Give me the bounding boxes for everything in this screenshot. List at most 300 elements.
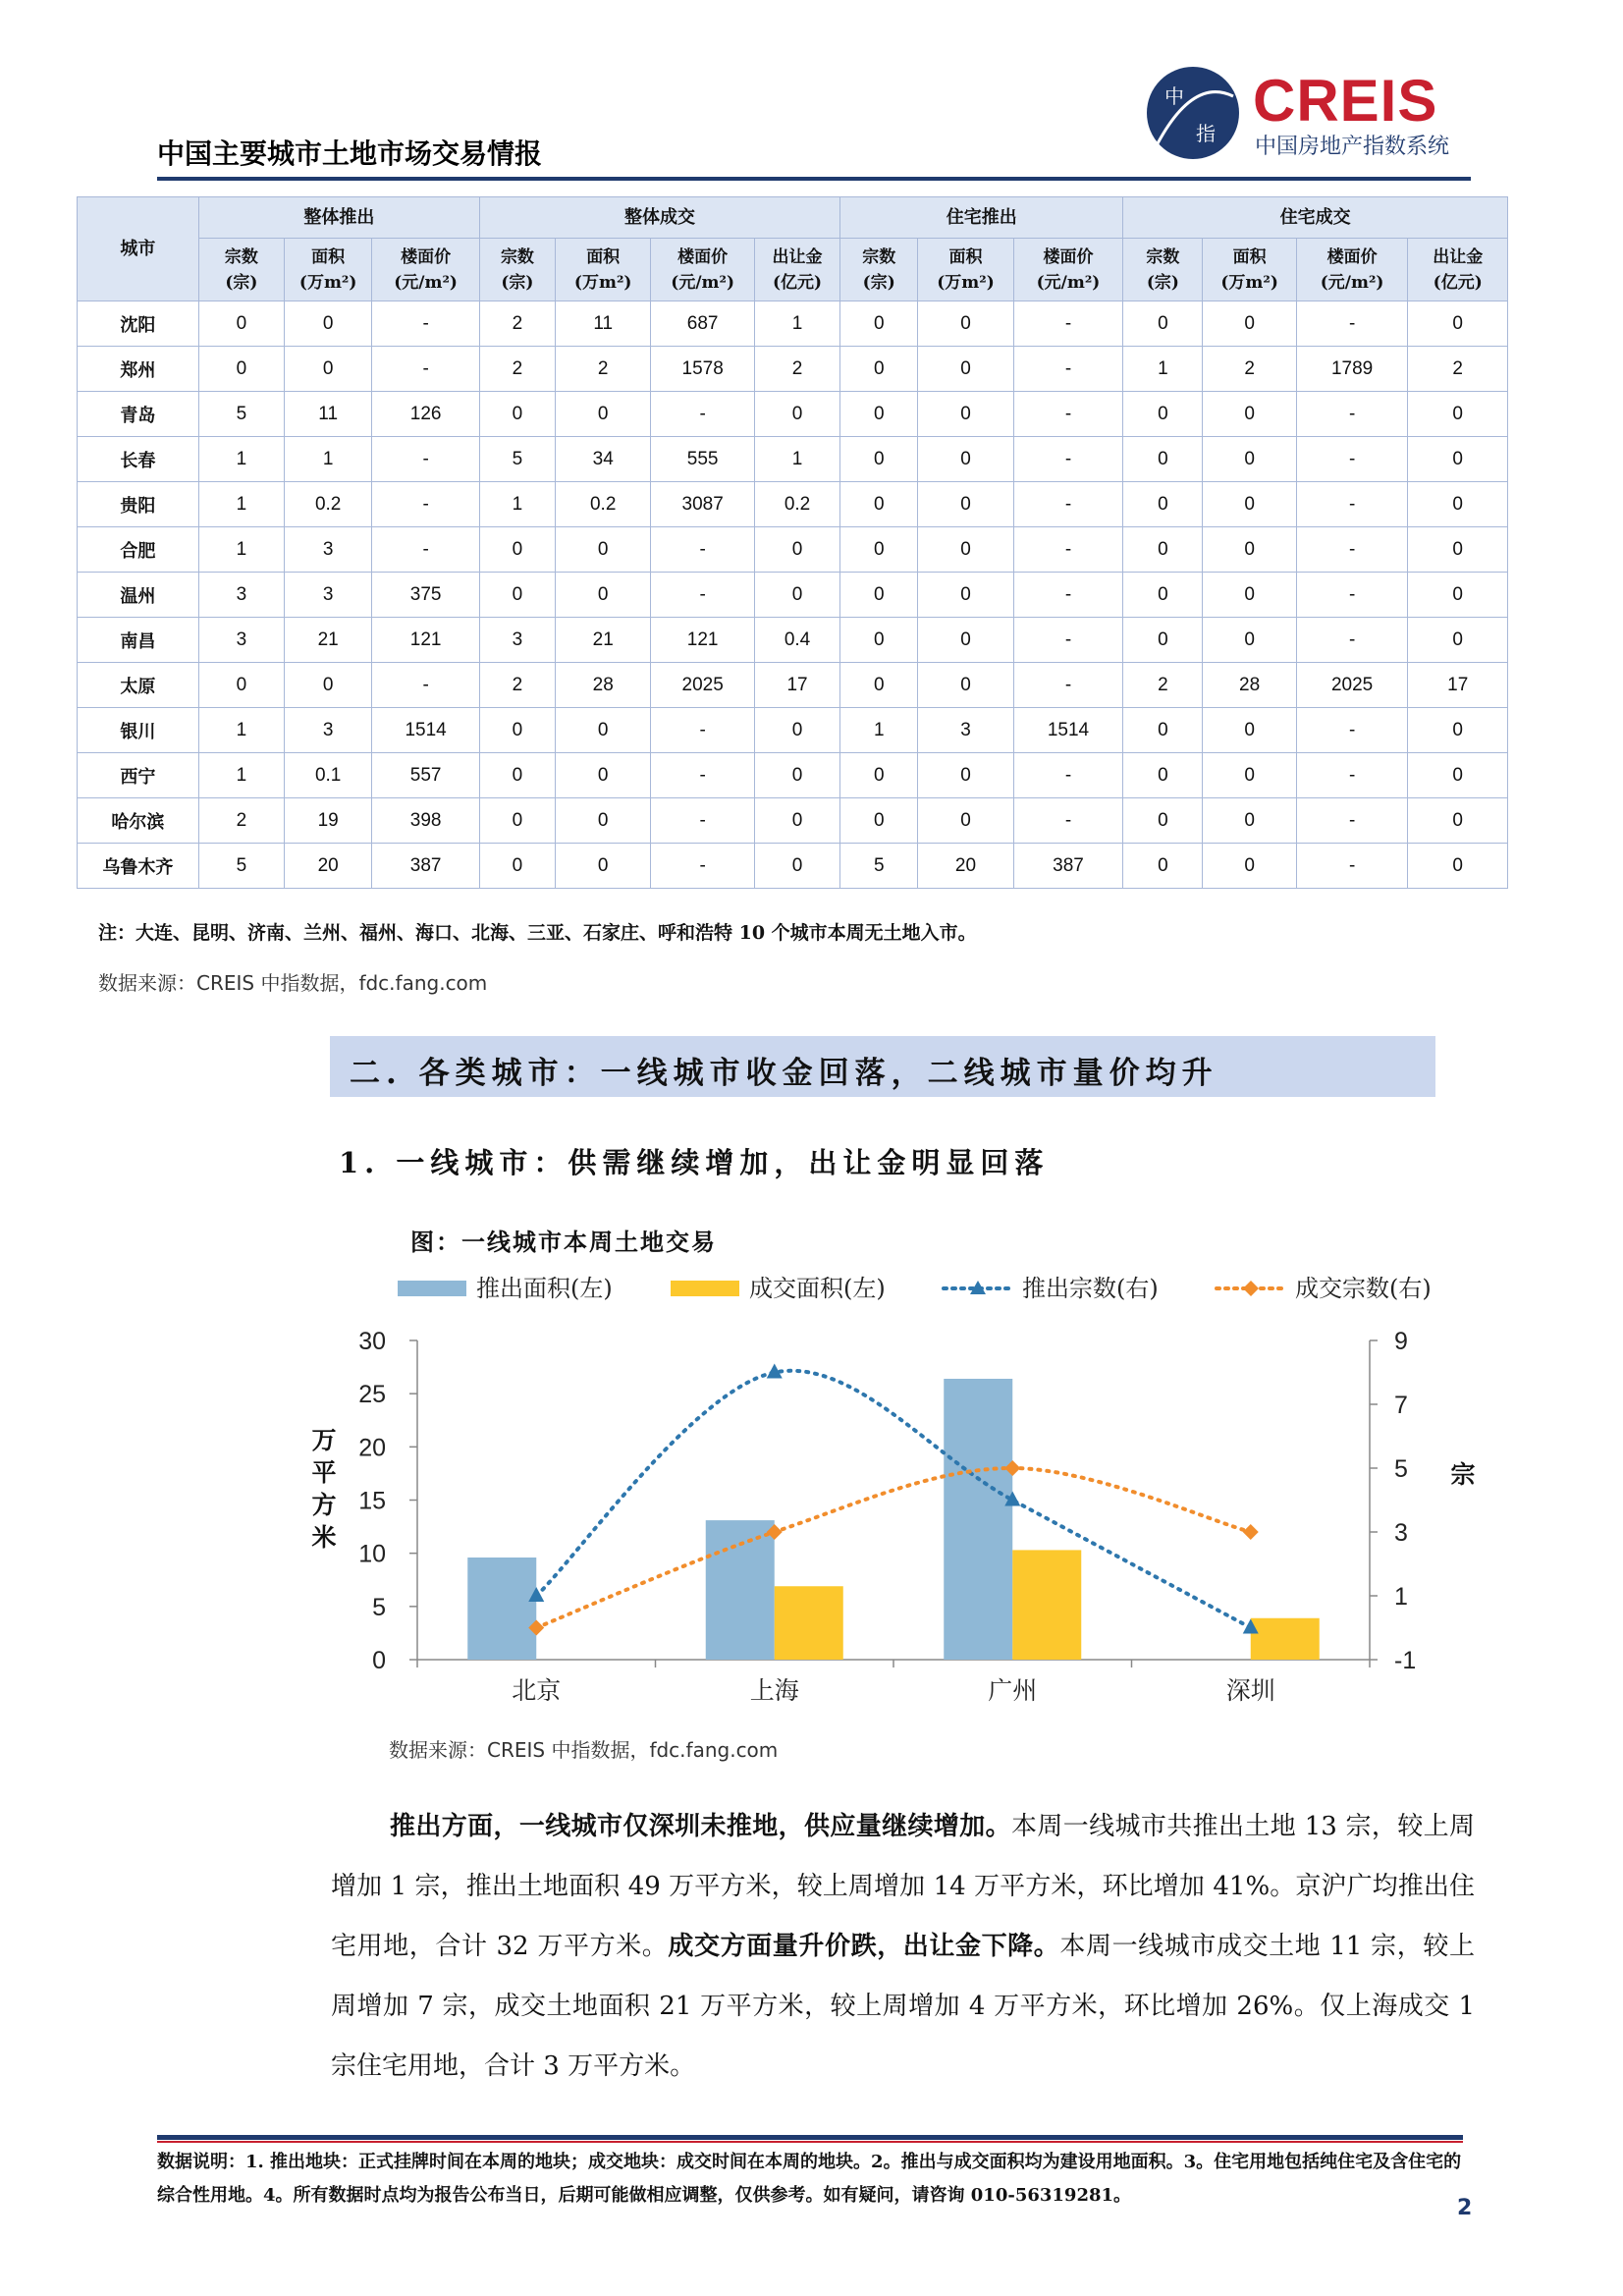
table-cell: - (372, 482, 480, 527)
sub-header-label: 面积 (311, 246, 346, 267)
sub-header-label: 宗数 (500, 246, 534, 267)
y-left-tick-label: 15 (358, 1487, 386, 1515)
x-tick-label: 上海 (749, 1676, 799, 1705)
legend-label: 成交面积(左) (749, 1275, 886, 1302)
sub-column-header (754, 239, 839, 301)
y-left-axis-label: 方 (311, 1491, 337, 1519)
table-cell: 0 (1123, 437, 1203, 482)
logo-zh-char-2: 指 (1196, 122, 1216, 145)
sub-column-header (1408, 239, 1508, 301)
city-name-cell: 银川 (78, 708, 199, 753)
table-cell: 0 (1123, 708, 1203, 753)
table-cell: - (1296, 618, 1408, 663)
y-left-axis-label: 平 (311, 1458, 337, 1487)
table-cell: 0.4 (754, 618, 839, 663)
sub-column-header (198, 239, 284, 301)
table-cell: 0 (1203, 798, 1296, 844)
para-bold-1: 推出方面，一线城市仅深圳未推地，供应量继续增加。 (390, 1812, 1011, 1841)
table-row (78, 798, 1508, 844)
table-cell: 0 (556, 573, 651, 618)
table-body (78, 301, 1508, 889)
table-cell: 0 (198, 347, 284, 392)
sub-header-label: 楼面价 (1043, 246, 1094, 267)
y-right-tick-label: 3 (1394, 1519, 1408, 1547)
legend-label: 成交宗数(右) (1295, 1275, 1432, 1302)
city-land-table (77, 196, 1508, 889)
table-cell: 687 (651, 301, 755, 347)
table-cell: - (651, 527, 755, 573)
table-cell: 121 (372, 618, 480, 663)
legend-label: 推出宗数(右) (1022, 1275, 1159, 1302)
section-title: 二. 各类城市：一线城市收金回落，二线城市量价均升 (350, 1056, 1218, 1091)
combo-chart (295, 1267, 1476, 1719)
table-cell: 0 (556, 708, 651, 753)
table-cell: 0 (1123, 301, 1203, 347)
sub-column-header (651, 239, 755, 301)
table-row (78, 753, 1508, 798)
table-cell: 387 (1013, 844, 1123, 889)
table-cell: 0 (479, 392, 555, 437)
table-cell: 2 (479, 301, 555, 347)
chart-title: 图：一线城市本周土地交易 (410, 1228, 717, 1256)
table-cell: - (1013, 798, 1123, 844)
table-cell: 0 (1203, 301, 1296, 347)
table-cell: 0 (1203, 844, 1296, 889)
table-row (78, 708, 1508, 753)
bar (467, 1558, 536, 1660)
y-left-tick-label: 25 (358, 1381, 386, 1409)
table-cell: 3 (285, 527, 372, 573)
table-cell: 0 (840, 482, 918, 527)
table-cell: 11 (556, 301, 651, 347)
table-cell: 28 (1203, 663, 1296, 708)
y-left-axis-label: 米 (311, 1523, 337, 1552)
y-left-tick-label: 10 (358, 1540, 386, 1568)
table-cell: 3 (285, 573, 372, 618)
logo-curve-icon (1147, 67, 1239, 159)
page-number: 2 (1457, 2196, 1473, 2220)
city-name-cell: 温州 (78, 573, 199, 618)
table-cell: - (1296, 798, 1408, 844)
table-cell: 0 (1123, 798, 1203, 844)
table-cell: 2025 (651, 663, 755, 708)
city-name-cell: 西宁 (78, 753, 199, 798)
table-cell: - (372, 527, 480, 573)
table-cell: 1514 (1013, 708, 1123, 753)
table-cell: 0 (840, 301, 918, 347)
table-group-header-row (78, 197, 1508, 239)
table-cell: 398 (372, 798, 480, 844)
table-cell: - (651, 708, 755, 753)
table-cell: 17 (1408, 663, 1508, 708)
sub-column-header (1013, 239, 1123, 301)
table-cell: 0 (1203, 392, 1296, 437)
table-cell: 3087 (651, 482, 755, 527)
table-cell: 0 (840, 392, 918, 437)
table-cell: - (372, 437, 480, 482)
table-cell: 1 (754, 437, 839, 482)
table-cell: 1 (198, 708, 284, 753)
table-row (78, 301, 1508, 347)
city-name-cell: 长春 (78, 437, 199, 482)
table-cell: 0 (754, 753, 839, 798)
table-cell: 0 (1123, 392, 1203, 437)
table-cell: 0 (1203, 482, 1296, 527)
table-cell: 0 (1123, 482, 1203, 527)
table-cell: 0 (754, 527, 839, 573)
sub-header-unit: (元/m²) (1036, 272, 1101, 293)
table-cell: 1 (198, 753, 284, 798)
table-cell: 2 (479, 663, 555, 708)
table-cell: 3 (198, 573, 284, 618)
sub-column-header (285, 239, 372, 301)
sub-header-unit: (宗) (1146, 272, 1179, 293)
sub-column-header (372, 239, 480, 301)
table-cell: 0 (285, 347, 372, 392)
y-right-tick-label: -1 (1394, 1647, 1417, 1674)
chart-source: 数据来源：CREIS 中指数据，fdc.fang.com (389, 1738, 779, 1762)
table-cell: 0 (840, 347, 918, 392)
sub-column-header (479, 239, 555, 301)
table-cell: 1578 (651, 347, 755, 392)
table-row (78, 392, 1508, 437)
y-left-tick-label: 30 (358, 1328, 386, 1355)
table-cell: 2 (479, 347, 555, 392)
table-cell: 5 (198, 392, 284, 437)
table-cell: 0 (918, 618, 1013, 663)
analysis-paragraph (331, 1797, 1475, 2097)
y-left-tick-label: 5 (372, 1593, 386, 1621)
para-text-2: 本周一线城市成交土地 11 宗，较上周增加 7 宗，成交土地面积 21 万平方米，较上周增加 4 万平方米，环比增加 26%。仅上海成交 1 宗住宅用地，合计 3 万平方米。 (331, 1932, 1475, 2081)
table-cell: 0 (918, 301, 1013, 347)
sub-header-unit: (宗) (501, 272, 534, 293)
city-name-cell: 贵阳 (78, 482, 199, 527)
table-cell: 0 (556, 392, 651, 437)
table-cell: 0 (479, 527, 555, 573)
table-cell: 21 (285, 618, 372, 663)
table-sub-header-row (78, 239, 1508, 301)
table-cell: 0 (918, 573, 1013, 618)
sub-header-unit: (万m²) (298, 272, 357, 293)
bar (706, 1520, 775, 1660)
table-cell: - (1013, 437, 1123, 482)
table-cell: 0 (479, 708, 555, 753)
table-cell: 0 (1203, 437, 1296, 482)
table-cell: 0 (754, 392, 839, 437)
table-cell: - (1296, 301, 1408, 347)
sub-header-label: 宗数 (1146, 246, 1180, 267)
bar (1012, 1550, 1081, 1660)
sub-column-header (918, 239, 1013, 301)
table-cell: 0 (479, 844, 555, 889)
sub-column-header (840, 239, 918, 301)
sub-header-unit: (宗) (862, 272, 895, 293)
city-name-cell: 郑州 (78, 347, 199, 392)
table-source: 数据来源：CREIS 中指数据，fdc.fang.com (98, 971, 488, 995)
table-cell: 0 (198, 663, 284, 708)
table-cell: 2 (556, 347, 651, 392)
table-cell: - (1296, 437, 1408, 482)
legend-marker (1243, 1281, 1259, 1296)
table-cell: - (1013, 347, 1123, 392)
table-cell: 1 (285, 437, 372, 482)
table-cell: 0 (479, 753, 555, 798)
table-cell: 0 (1408, 573, 1508, 618)
table-cell: - (1296, 527, 1408, 573)
table-cell: - (1296, 573, 1408, 618)
sub-header-unit: (亿元) (772, 272, 823, 293)
table-cell: 0 (1408, 482, 1508, 527)
table-cell: 0.2 (754, 482, 839, 527)
subsection-title: 1. 一线城市：供需继续增加，出让金明显回落 (339, 1146, 1050, 1179)
table-cell: 555 (651, 437, 755, 482)
table-cell: - (651, 573, 755, 618)
group-header: 整体成交 (479, 197, 839, 239)
table-cell: - (1013, 663, 1123, 708)
y-right-tick-label: 5 (1394, 1455, 1408, 1483)
table-cell: 11 (285, 392, 372, 437)
table-cell: - (372, 301, 480, 347)
table-cell: 0 (1408, 753, 1508, 798)
table-cell: 0 (1408, 527, 1508, 573)
sub-header-unit: (元/m²) (394, 272, 458, 293)
city-name-cell: 合肥 (78, 527, 199, 573)
table-cell: 0.2 (556, 482, 651, 527)
legend-swatch (671, 1281, 739, 1296)
sub-column-header (1296, 239, 1408, 301)
y-left-axis-label: 万 (311, 1426, 337, 1454)
table-cell: 1 (840, 708, 918, 753)
table-cell: 0 (1123, 527, 1203, 573)
table-cell: - (1013, 573, 1123, 618)
table-cell: 2 (754, 347, 839, 392)
para-text-1: 本周一线城市共推出土地 13 宗，较上周增加 1 宗，推出土地面积 49 万平方米，较上周增加 14 万平方米，环比增加 41%。京沪广均推出住宅用地，合计 32 万平方米。 (331, 1812, 1475, 1961)
table-cell: 5 (198, 844, 284, 889)
table-cell: 0 (840, 527, 918, 573)
table-cell: 2 (1123, 663, 1203, 708)
table-cell: 1 (198, 527, 284, 573)
sub-header-label: 楼面价 (401, 246, 452, 267)
report-title: 中国主要城市土地市场交易情报 (157, 137, 543, 170)
city-name-cell: 沈阳 (78, 301, 199, 347)
footer-divider-accent (157, 2141, 1463, 2143)
sub-header-label: 出让金 (1433, 246, 1484, 267)
table-cell: 0 (840, 753, 918, 798)
table-note: 注：大连、昆明、济南、兰州、福州、海口、北海、三亚、石家庄、呼和浩特 10 个城市本周无土地入市。 (98, 922, 977, 944)
sub-header-unit: (元/m²) (1320, 272, 1384, 293)
table-cell: 0 (556, 798, 651, 844)
sub-column-header (1203, 239, 1296, 301)
table-cell: 0 (1408, 392, 1508, 437)
series-line (536, 1468, 1251, 1628)
table-cell: 19 (285, 798, 372, 844)
sub-header-label: 出让金 (772, 246, 823, 267)
table-cell: 20 (918, 844, 1013, 889)
para-bold-2: 成交方面量升价跌，出让金下降。 (668, 1932, 1060, 1961)
city-name-cell: 太原 (78, 663, 199, 708)
series-line (536, 1371, 1251, 1628)
table-cell: 0 (754, 798, 839, 844)
table-cell: 3 (285, 708, 372, 753)
table-row (78, 618, 1508, 663)
table-cell: 1 (754, 301, 839, 347)
table-cell: 1789 (1296, 347, 1408, 392)
logo-zh-char-1: 中 (1164, 84, 1184, 108)
table-cell: 557 (372, 753, 480, 798)
sub-header-label: 面积 (948, 246, 983, 267)
table-cell: 0 (1408, 844, 1508, 889)
footer-note: 数据说明：1. 推出地块：正式挂牌时间在本周的地块；成交地块：成交时间在本周的地块。2。推出与成交面积均为建设用地面积。3。住宅用地包括纯住宅及含住宅的综合性用地。4。所有数据时点均为报告公布当日，后期可能做相应调整，仅供参考。如有疑问，请咨询 010-56319281。 (157, 2152, 1462, 2206)
table-cell: 0 (918, 753, 1013, 798)
table-cell: 0 (1203, 618, 1296, 663)
table-cell: 5 (479, 437, 555, 482)
table-cell: 1 (479, 482, 555, 527)
header-divider (157, 177, 1471, 181)
table-row (78, 573, 1508, 618)
sub-column-header (556, 239, 651, 301)
table-cell: 0 (1203, 708, 1296, 753)
sub-header-unit: (亿元) (1433, 272, 1483, 293)
table-cell: 0 (1203, 753, 1296, 798)
sub-header-label: 宗数 (224, 246, 258, 267)
table-cell: - (1013, 618, 1123, 663)
table-cell: 0 (754, 708, 839, 753)
table-cell: 0 (1408, 618, 1508, 663)
chart-container (295, 1267, 1476, 1719)
city-name-cell: 哈尔滨 (78, 798, 199, 844)
table-cell: - (1013, 482, 1123, 527)
table-cell: 0 (1123, 844, 1203, 889)
sub-header-unit: (万m²) (937, 272, 995, 293)
table-cell: 1514 (372, 708, 480, 753)
logo-wordmark: CREIS (1253, 68, 1438, 134)
table-cell: 0 (285, 301, 372, 347)
table-cell: 0 (1408, 301, 1508, 347)
table-cell: 0.1 (285, 753, 372, 798)
table-row (78, 347, 1508, 392)
table-cell: 0 (918, 482, 1013, 527)
bar (944, 1379, 1012, 1660)
sub-header-unit: (万m²) (573, 272, 632, 293)
sub-header-label: 楼面价 (677, 246, 729, 267)
city-name-cell: 乌鲁木齐 (78, 844, 199, 889)
table-cell: 2 (1203, 347, 1296, 392)
x-tick-label: 深圳 (1225, 1676, 1275, 1705)
table-cell: - (1296, 482, 1408, 527)
y-left-tick-label: 20 (358, 1434, 386, 1462)
table-cell: - (372, 663, 480, 708)
table-cell: 3 (918, 708, 1013, 753)
table-cell: - (1013, 527, 1123, 573)
table-cell: - (1296, 844, 1408, 889)
table-cell: 0 (1123, 753, 1203, 798)
table-row (78, 482, 1508, 527)
table-cell: - (651, 392, 755, 437)
table-cell: 1 (1123, 347, 1203, 392)
table-cell: 375 (372, 573, 480, 618)
table-cell: 0 (918, 663, 1013, 708)
table-row (78, 437, 1508, 482)
city-column-header: 城市 (78, 197, 199, 301)
logo-emblem (1147, 67, 1239, 159)
table-cell: 34 (556, 437, 651, 482)
legend-label: 推出面积(左) (476, 1275, 613, 1302)
footer-divider (157, 2135, 1463, 2140)
table-cell: 0 (479, 573, 555, 618)
creis-logo (1147, 67, 1471, 165)
table-cell: 0 (840, 663, 918, 708)
table-cell: 0 (1123, 618, 1203, 663)
table-cell: - (372, 347, 480, 392)
y-right-tick-label: 9 (1394, 1328, 1408, 1355)
table-cell: - (651, 753, 755, 798)
table-cell: 0 (840, 618, 918, 663)
table-cell: 21 (556, 618, 651, 663)
bar (1251, 1618, 1320, 1660)
group-header: 住宅成交 (1123, 197, 1508, 239)
table-cell: 3 (198, 618, 284, 663)
table-cell: 0 (285, 663, 372, 708)
table-cell: 0 (840, 437, 918, 482)
table-cell: 0 (556, 844, 651, 889)
group-header: 整体推出 (198, 197, 479, 239)
table-cell: 2025 (1296, 663, 1408, 708)
city-name-cell: 青岛 (78, 392, 199, 437)
table-row (78, 663, 1508, 708)
table-cell: - (651, 798, 755, 844)
table-cell: 0.2 (285, 482, 372, 527)
y-left-tick-label: 0 (372, 1647, 386, 1674)
y-right-tick-label: 7 (1394, 1392, 1408, 1419)
table-cell: 0 (556, 753, 651, 798)
table-cell: 20 (285, 844, 372, 889)
bar (775, 1586, 843, 1660)
group-header: 住宅推出 (840, 197, 1123, 239)
sub-header-unit: (宗) (225, 272, 258, 293)
table-cell: 0 (840, 573, 918, 618)
table-cell: 1 (198, 437, 284, 482)
sub-header-label: 宗数 (862, 246, 896, 267)
table-cell: 0 (840, 798, 918, 844)
table-cell: 0 (1203, 573, 1296, 618)
sub-header-label: 楼面价 (1326, 246, 1378, 267)
table-cell: - (651, 844, 755, 889)
table-cell: 121 (651, 618, 755, 663)
table-cell: 0 (556, 527, 651, 573)
table-cell: 0 (479, 798, 555, 844)
table-cell: 0 (754, 573, 839, 618)
table-cell: 126 (372, 392, 480, 437)
table-cell: 0 (1408, 798, 1508, 844)
table-cell: 17 (754, 663, 839, 708)
table-cell: 2 (1408, 347, 1508, 392)
sub-header-unit: (万m²) (1220, 272, 1278, 293)
table-cell: 3 (479, 618, 555, 663)
section-banner (330, 1036, 1435, 1097)
table-row (78, 844, 1508, 889)
table-cell: 2 (198, 798, 284, 844)
table-cell: 0 (198, 301, 284, 347)
table-cell: 0 (918, 392, 1013, 437)
sub-column-header (1123, 239, 1203, 301)
table-cell: 0 (1408, 437, 1508, 482)
table-cell: - (1296, 392, 1408, 437)
table-row (78, 527, 1508, 573)
table-cell: 1 (198, 482, 284, 527)
table-cell: - (1296, 753, 1408, 798)
table-cell: - (1296, 708, 1408, 753)
y-right-tick-label: 1 (1394, 1583, 1408, 1611)
